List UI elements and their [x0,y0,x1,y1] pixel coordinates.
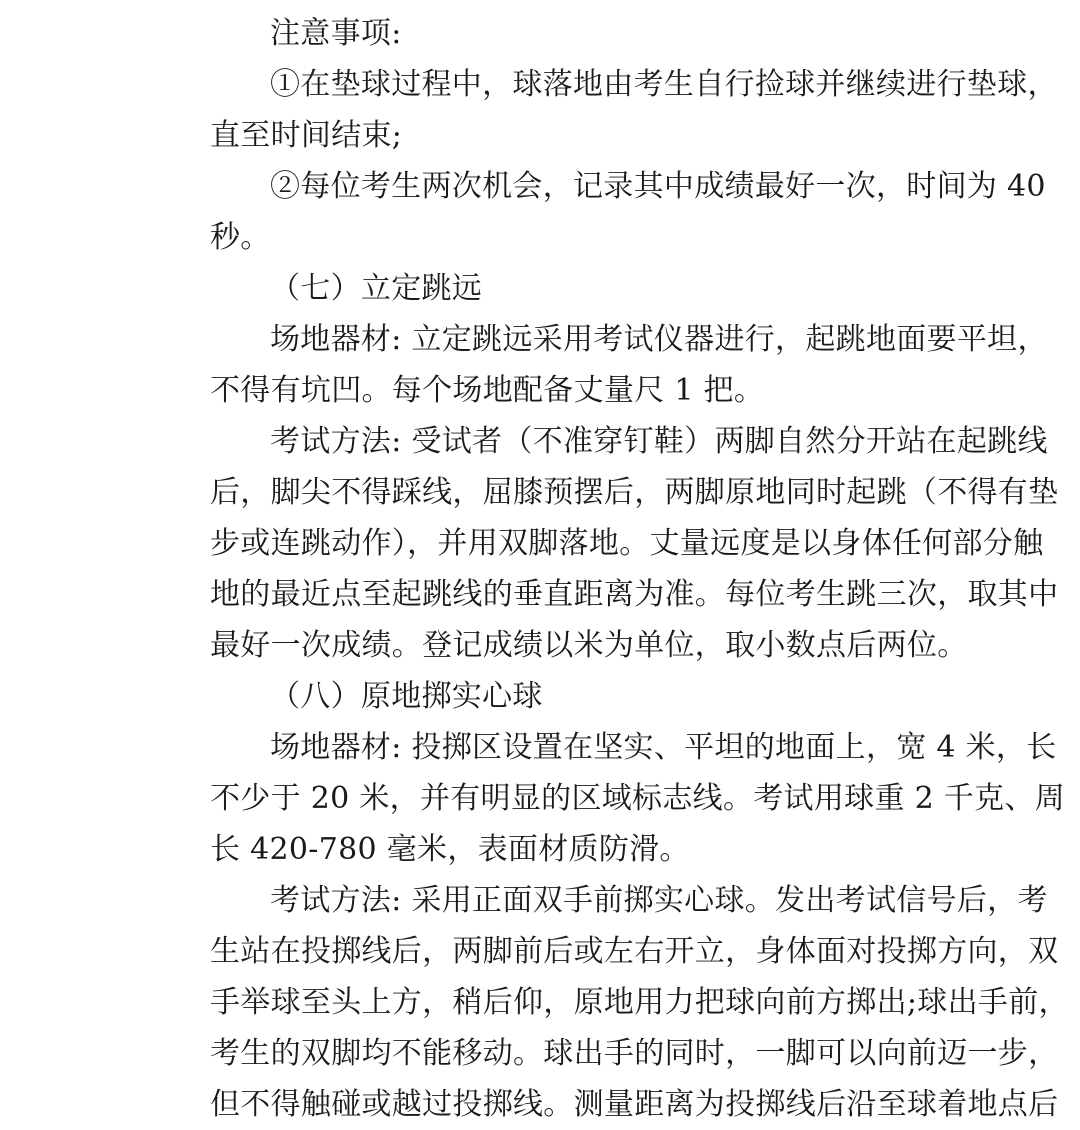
text-line: 直至时间结束; [210,118,403,153]
note-item-1 [150,59,1058,161]
text-line: 考试方法: 采用正面双手前掷实心球。发出考试信号后，考 [270,883,1048,918]
text-line: 生站在投掷线后，两脚前后或左右开立，身体面对投掷方向，双 [210,934,1059,969]
text-line: 秒。 [210,220,271,255]
medicine-ball-method [150,875,1069,1130]
text-line: 长 420-780 毫米，表面材质防滑。 [210,832,690,867]
text-line: 不少于 20 米，并有明显的区域标志线。考试用球重 2 千克、周 [210,781,1066,816]
section-heading-medicine-ball [150,671,942,722]
section-heading-standing-long-jump [150,263,942,314]
text-line: ①在垫球过程中，球落地由考生自行捡球并继续进行垫球， [270,67,1058,102]
text-line: 步或连跳动作），并用双脚落地。丈量远度是以身体任何部分触 [210,526,1044,561]
text-line: ②每位考生两次机会，记录其中成绩最好一次，时间为 40 [270,169,1046,204]
text-line: 注意事项: [270,16,402,51]
text-line: 但不得触碰或越过投掷线。测量距离为投掷线后沿至球着地点后 [210,1087,1059,1122]
note-item-2 [150,161,1046,263]
document-body [150,8,1069,1130]
medicine-ball-equipment [150,722,1066,875]
long-jump-equipment [150,314,1048,416]
section-title: （七）立定跳远 [270,271,483,306]
text-line: 手举球至头上方，稍后仰，原地用力把球向前方掷出;球出手前， [210,985,1069,1020]
text-line: 不得有坑凹。每个场地配备丈量尺 1 把。 [210,373,765,408]
text-line: 考生的双脚均不能移动。球出手的同时，一脚可以向前迈一步， [210,1036,1059,1071]
text-line: 场地器材: 立定跳远采用考试仪器进行，起跳地面要平坦， [270,322,1048,357]
text-line: 场地器材: 投掷区设置在坚实、平坦的地面上，宽 4 米，长 [270,730,1057,765]
long-jump-method [150,416,1059,671]
section-title: （八）原地掷实心球 [270,679,543,714]
notes-heading [150,8,942,59]
text-line: 最好一次成绩。登记成绩以米为单位，取小数点后两位。 [210,628,968,663]
text-line: 后，脚尖不得踩线，屈膝预摆后，两脚原地同时起跳（不得有垫 [210,475,1059,510]
text-line: 地的最近点至起跳线的垂直距离为准。每位考生跳三次，取其中 [210,577,1059,612]
text-line: 考试方法: 受试者（不准穿钉鞋）两脚自然分开站在起跳线 [270,424,1048,459]
